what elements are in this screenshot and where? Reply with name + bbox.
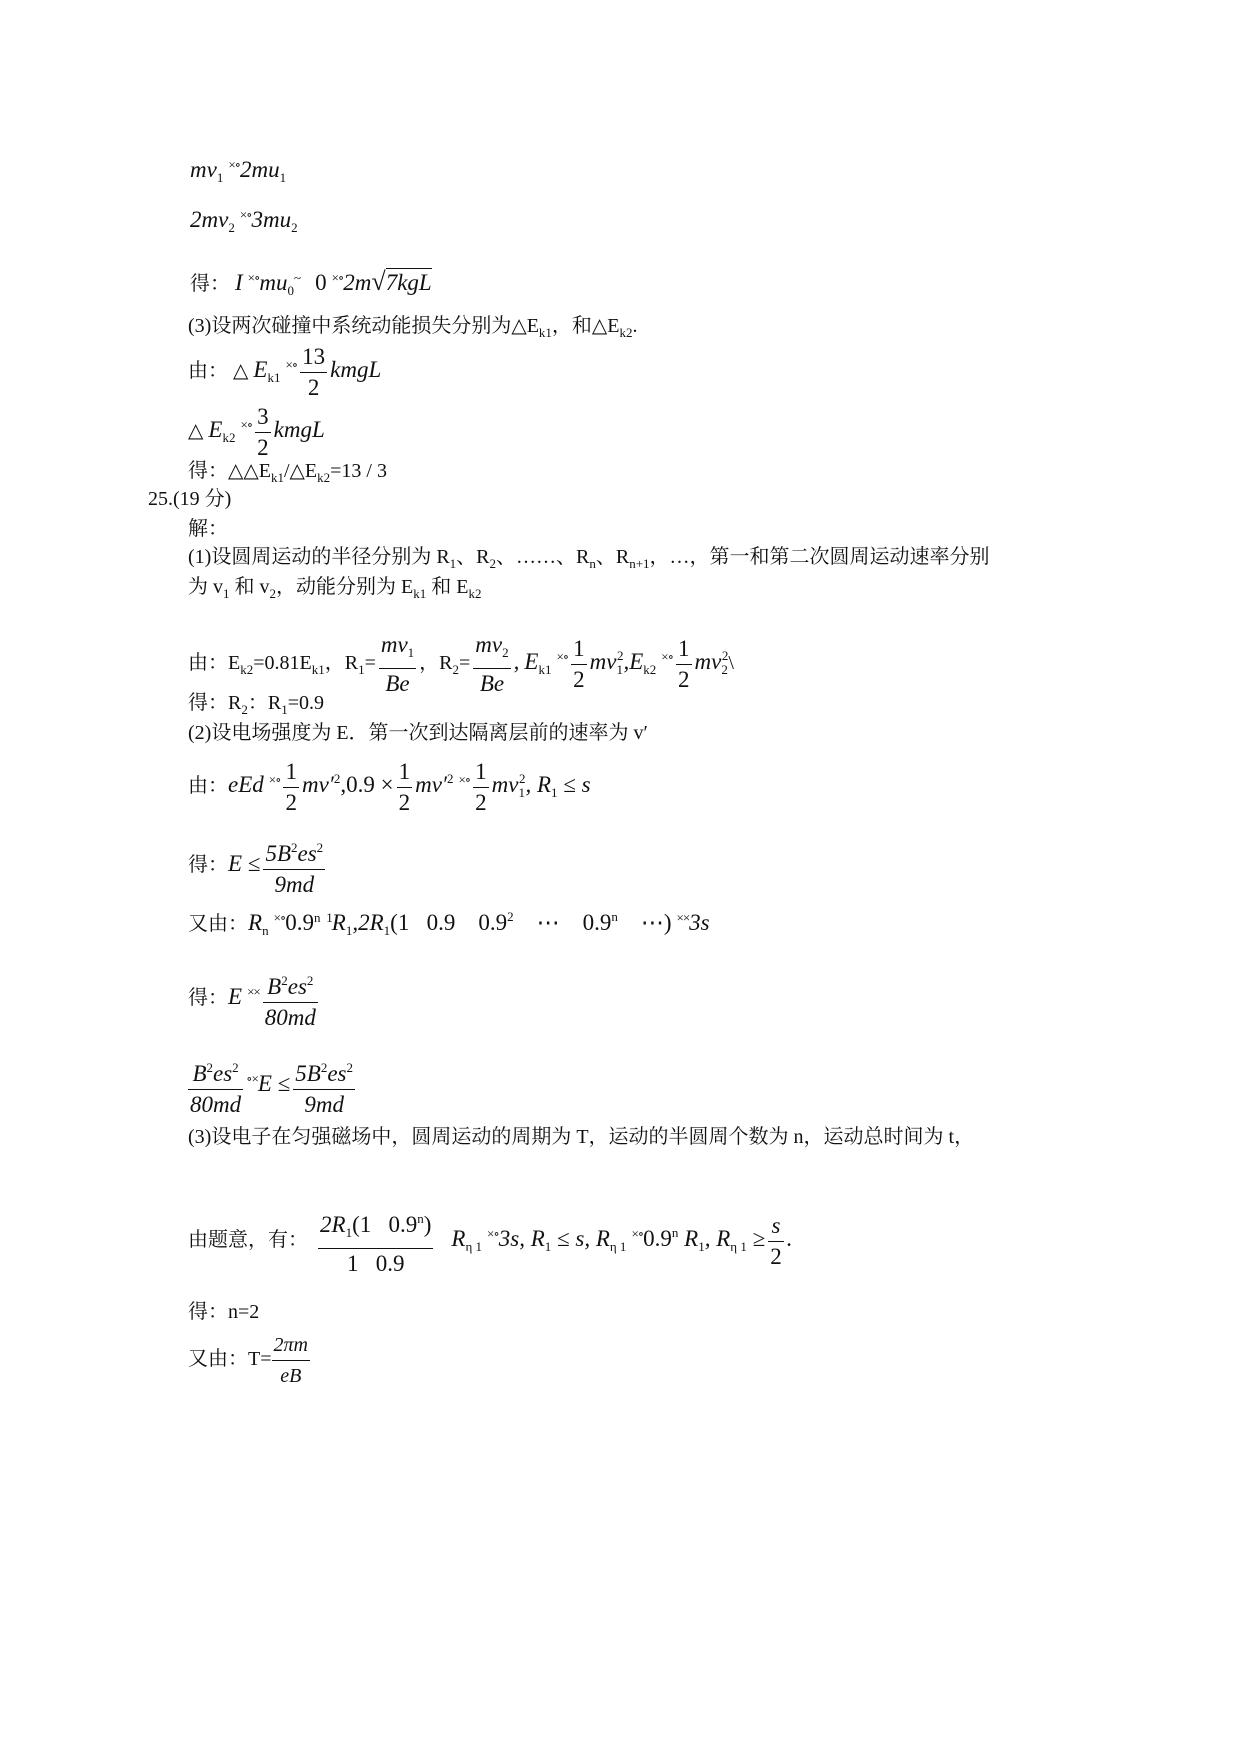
equation-radii-energies: 由：$E_{k2}=0.81E_{k1}$，$R_1=$ $\frac{mv_1}{Be}$ ，$R_2=$ $\frac{mv_2}{Be}$ , $E_{k1}$ ×∘ $\frac{1}{2}$ $mv_1^2,E_{k2}$ ×∘ $\frac{1}{2}$ $mv_2^2\backslash$	[188, 630, 734, 699]
equation-field-upper-bound: 得：E ≤ $\frac{5B^2es^2}{9md}$	[188, 833, 328, 900]
paragraph-part3: (3)设电子在匀强磁场中，圆周运动的周期为 T，运动的半圆周个数为 n，运动总时间为 t，	[188, 1126, 975, 1148]
equation-ratio: 得：$\triangle\triangle E_{k1}/\triangle E_{k2}=13 / 3$	[188, 460, 387, 485]
fraction: $\frac{mv_2}{Be}$	[475, 632, 509, 696]
paragraph-part1-cont: 为 $v_1$ 和 $v_2$，动能分别为 $E_{k1}$ 和 $E_{k2}$	[188, 576, 482, 601]
sqrt-symbol: √	[371, 267, 386, 296]
fraction: $\frac{B^2es^2}{80md}$	[188, 1053, 243, 1120]
fraction: $\frac{s}{2}$	[770, 1213, 782, 1269]
fraction: $\frac{1}{2}$	[573, 636, 585, 692]
solution-label: 解：	[188, 518, 228, 540]
equation-momentum-1: $mv_1$ $^{\times\circ}2mu_1$	[190, 157, 287, 185]
paragraph-part2: (2)设电场强度为 E．第一次到达隔离层前的速率为 v′	[188, 722, 648, 744]
fraction: $\frac{5B^2es^2}{9md}$	[293, 1053, 355, 1120]
equation-radius-ratio: 得：$R_2$：$R_1=0.9$	[188, 692, 324, 717]
equation-radius-series: 又由：$R_n$ $^{\times\circ}0.9^{n 1}R_1,2R_1(1$ 0.9 $0.9^2$ ⋯ 0.9$^n$ ⋯) ××3s	[188, 909, 710, 938]
paragraph-part1: (1)设圆周运动的半径分别为 $R_1$、$R_2$、……、$R_n$、$R_{n+1}$，…，第一和第二次圆周运动速率分别	[188, 546, 990, 571]
equation-momentum-2: $2mv_2$ $^{\times\circ}3mu_2$	[190, 207, 298, 235]
fraction: $\frac{5B^2es^2}{9md}$	[263, 833, 325, 900]
fraction: $\frac{1}{2}$	[398, 759, 411, 815]
equation-field-lower-bound: 得：E ×× $\frac{B^2es^2}{80md}$	[188, 966, 321, 1033]
question-25-heading: 25.(19 分)	[148, 488, 232, 510]
equation-period: 又由：T= $\frac{2\pi m}{eB}$	[188, 1330, 313, 1391]
fraction: $\frac{B^2es^2}{80md}$	[263, 966, 318, 1033]
equation-field-range: $\frac{B^2es^2}{80md}$ ∘×E ≤ $\frac{5B^2es^2}{9md}$	[188, 1053, 358, 1120]
fraction: $\frac{mv_1}{Be}$	[380, 632, 415, 696]
equation-impulse: 得： I $^{\times\circ}mu_0^\sim$ 0 ×∘2m√7kgL	[190, 267, 432, 298]
equation-delta-ek1: 由： △ $E_{k1}$ ×∘ $\frac{13}{2}$ kmgL	[188, 342, 381, 403]
fraction: $\frac{1}{2}$	[285, 759, 297, 815]
fraction: $\frac{2\pi m}{eB}$	[272, 1330, 310, 1391]
equation-n-result: 得：n=2	[188, 1301, 260, 1323]
paragraph-energy-loss: (3)设两次碰撞中系统动能损失分别为$\triangle E_{k1}$，和$\triangle E_{k2}$.	[188, 315, 638, 340]
fraction: $\frac{1}{2}$	[475, 759, 487, 815]
fraction: $\frac{3}{2}$	[257, 404, 269, 460]
equation-electric-energy: 由：eEd ×∘ $\frac{1}{2}$ $mv'^2,0.9$ × $\frac{1}{2}$ $mv'^2$ ×∘ $\frac{1}{2}$ $mv_1^2$, $R_1 \le s$	[188, 757, 591, 818]
fraction: $\frac{13}{2}$	[302, 344, 326, 400]
equation-delta-ek2: △ $E_{k2}$ ×∘ $\frac{3}{2}$ kmgL	[188, 402, 325, 463]
equation-semicircle-count: 由题意，有： $\frac{2R_1(1 0.9^n)}{1 0.9}$ $R_{\eta 1}$ ×∘3s, $R_1 \le s$, $R_{\eta 1}$ ×∘0.9$^n$ $R_1$, $R_{\eta 1}$ ≥ $\frac{s}{2}$ .	[188, 1204, 792, 1279]
fraction: $\frac{2R_1(1 0.9^n)}{1 0.9}$	[318, 1204, 433, 1279]
fraction: $\frac{1}{2}$	[678, 636, 690, 692]
